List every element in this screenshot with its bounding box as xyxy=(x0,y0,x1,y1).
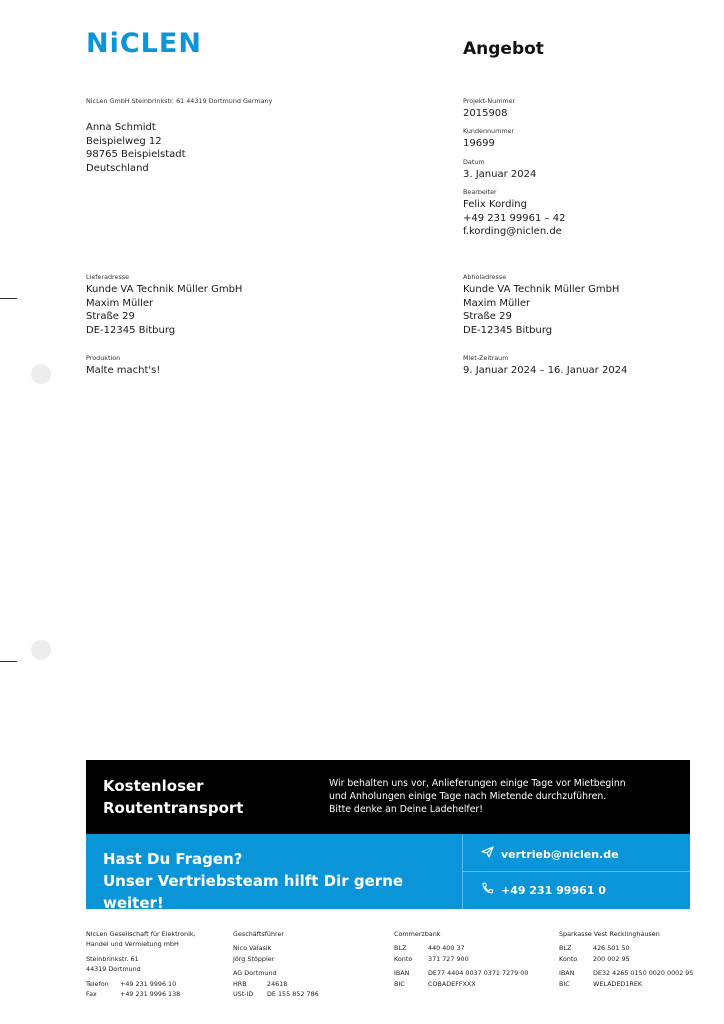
pickup-address xyxy=(463,273,723,337)
hrb-value: 24618 xyxy=(267,979,288,988)
punch-hole xyxy=(31,640,51,660)
sender-line: NicLen GmbH Steinbrinkstr. 61 44319 Dortmund Germany xyxy=(86,97,273,105)
recipient-city: 98765 Beispielstadt xyxy=(86,149,186,160)
account-value: 371 727 900 xyxy=(428,954,469,963)
bic-value: COBADEFFXXX xyxy=(428,979,476,988)
footer-company-line: Steinbrinkstr. 61 xyxy=(86,954,139,963)
court-registry: AG Dortmund xyxy=(233,969,277,978)
blz-label: BLZ xyxy=(559,944,572,953)
delivery-label: Lieferadresse xyxy=(86,273,130,281)
promo-text xyxy=(329,777,679,817)
vat-label: USt-ID xyxy=(233,990,254,999)
account-label: Konto xyxy=(559,954,578,963)
phone-value: +49 231 9996 10 xyxy=(120,979,177,988)
sales-phone-link[interactable] xyxy=(481,882,606,897)
footer-company xyxy=(86,929,196,999)
delivery-line: DE-12345 Bitburg xyxy=(86,324,176,336)
recipient-name: Anna Schmidt xyxy=(86,122,156,133)
production-label: Produktion xyxy=(86,354,121,362)
footer-management xyxy=(233,929,319,999)
delivery-line: Maxim Müller xyxy=(86,297,154,309)
recipient-country: Deutschland xyxy=(86,162,149,174)
customer-number-value: 19699 xyxy=(463,138,495,149)
manager-name: Jörg Stöppler xyxy=(233,954,275,963)
footer-company-line: 44319 Dortmund xyxy=(86,965,141,974)
document-title: Angebot xyxy=(463,39,544,59)
phone-icon xyxy=(481,882,495,897)
iban-label: IBAN xyxy=(559,969,575,978)
date-label: Datum xyxy=(463,158,485,166)
date-block xyxy=(463,158,663,182)
handler-email[interactable]: f.kording@niclen.de xyxy=(463,226,562,237)
footer-company-line: Handel und Vermietung mbH xyxy=(86,940,179,949)
send-icon xyxy=(481,846,495,861)
contact-banner xyxy=(86,834,690,912)
fold-mark xyxy=(0,661,17,662)
project-number-value: 2015908 xyxy=(463,108,508,119)
fax-value: +49 231 9996 138 xyxy=(120,990,181,999)
iban-value: DE77 4404 0037 0371 7279 00 xyxy=(428,969,529,978)
bic-value: WELADED1REK xyxy=(593,979,643,988)
phone-label: Telefon xyxy=(86,979,109,988)
sales-email-link[interactable] xyxy=(481,846,619,861)
footer-company-line: NicLen Gesellschaft für Elektronik, xyxy=(86,930,196,938)
contact-divider xyxy=(463,871,690,872)
iban-label: IBAN xyxy=(394,969,410,978)
fax-label: Fax xyxy=(86,990,97,999)
pickup-line: Kunde VA Technik Müller GmbH xyxy=(463,284,620,295)
project-number-block xyxy=(463,97,663,121)
questions-title xyxy=(103,848,443,914)
blz-value: 440 400 37 xyxy=(428,944,465,953)
handler-block xyxy=(463,188,663,239)
pickup-line: Maxim Müller xyxy=(463,297,531,309)
blz-value: 426 501 50 xyxy=(593,944,630,953)
bank-name: Commerzbank xyxy=(394,930,441,938)
promo-text-line: Wir behalten uns vor, Anlieferungen einige Tage vor Mietbeginn xyxy=(329,778,626,789)
rental-period-label: Miet-Zeitraum xyxy=(463,354,509,362)
sales-email: vertrieb@niclen.de xyxy=(501,848,619,861)
bic-label: BIC xyxy=(559,979,570,988)
account-value: 200 002 95 xyxy=(593,954,630,963)
customer-number-label: Kundennummer xyxy=(463,127,515,135)
niclen-logo: NiCLEN xyxy=(86,28,202,59)
vat-value: DE 155 852 786 xyxy=(267,990,319,999)
delivery-line: Straße 29 xyxy=(86,311,135,322)
production-value: Malte macht's! xyxy=(86,365,161,376)
date-value: 3. Januar 2024 xyxy=(463,169,537,180)
bic-label: BIC xyxy=(394,979,405,988)
iban-value: DE32 4265 0150 0020 0002 95 xyxy=(593,969,694,978)
handler-label: Bearbeiter xyxy=(463,188,497,196)
promo-title-line: Kostenloser xyxy=(103,777,204,795)
bank-name: Sparkasse Vest Recklinghausen xyxy=(559,930,660,938)
recipient-street: Beispielweg 12 xyxy=(86,135,162,147)
rental-period-value: 9. Januar 2024 – 16. Januar 2024 xyxy=(463,365,628,376)
handler-phone: +49 231 99961 – 42 xyxy=(463,212,566,224)
production-block xyxy=(86,354,346,378)
questions-title-line: Unser Vertriebsteam hilft Dir gerne weiter! xyxy=(103,872,404,912)
manager-name: Nico Valasik xyxy=(233,944,272,953)
punch-hole xyxy=(31,364,51,384)
sales-phone: +49 231 99961 0 xyxy=(501,884,606,897)
account-label: Konto xyxy=(394,954,413,963)
promo-title xyxy=(103,775,243,819)
handler-name: Felix Kording xyxy=(463,199,527,210)
customer-number-block xyxy=(463,127,663,151)
hrb-label: HRB xyxy=(233,979,247,988)
pickup-line: Straße 29 xyxy=(463,311,512,322)
footer-bank-commerzbank xyxy=(394,929,528,989)
transport-promo-banner xyxy=(86,760,690,834)
pickup-label: Abholadresse xyxy=(463,273,507,281)
management-label: Geschäftsführer xyxy=(233,930,285,938)
project-number-label: Projekt-Nummer xyxy=(463,97,516,105)
promo-text-line: Bitte denke an Deine Ladehelfer! xyxy=(329,804,483,816)
questions-title-line: Hast Du Fragen? xyxy=(103,850,243,868)
rental-period-block xyxy=(463,354,723,378)
promo-text-line: und Anholungen einige Tage nach Mietende durchzuführen. xyxy=(329,791,607,803)
promo-title-line: Routentransport xyxy=(103,799,244,817)
blz-label: BLZ xyxy=(394,944,407,953)
footer-bank-sparkasse xyxy=(559,929,693,989)
pickup-line: DE-12345 Bitburg xyxy=(463,324,553,336)
delivery-line: Kunde VA Technik Müller GmbH xyxy=(86,284,243,295)
delivery-address xyxy=(86,273,346,337)
fold-mark xyxy=(0,298,17,299)
recipient-address xyxy=(86,121,186,175)
